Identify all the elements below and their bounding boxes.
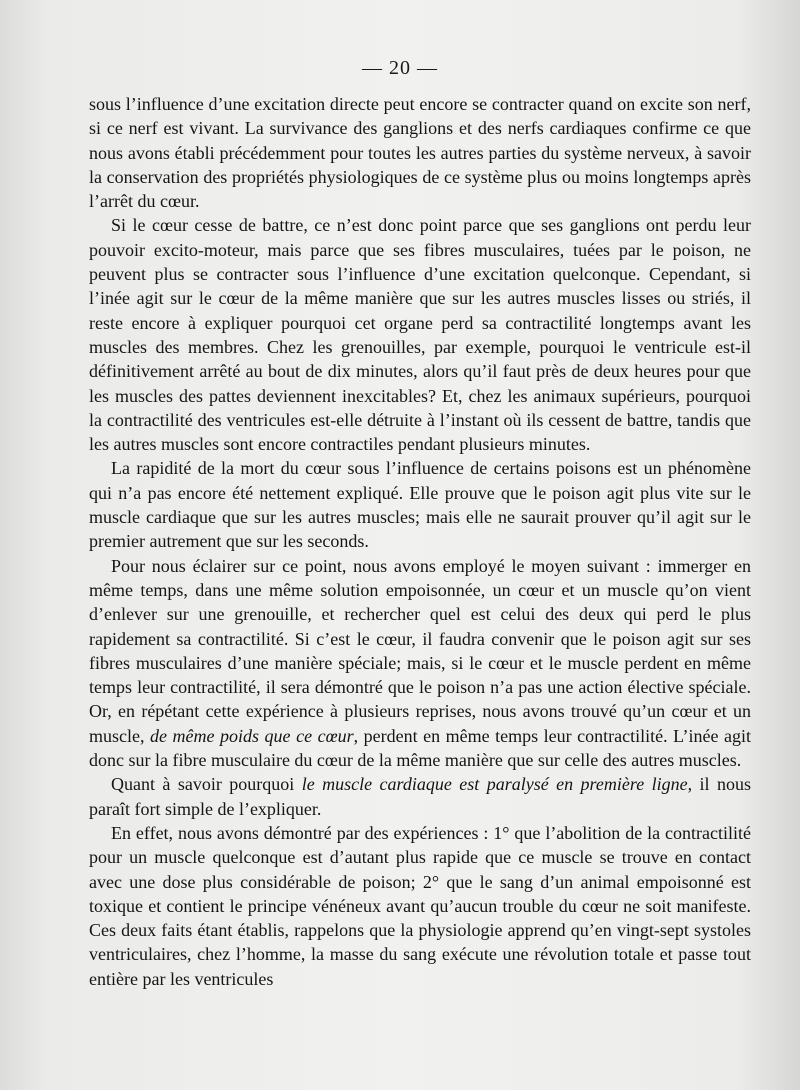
paragraph-2-text: Si le cœur cesse de battre, ce n’est donc point parce que ses ganglions ont perdu leur pouvoir excito-moteur, mais parce que ses fibres musculaires, tuées par le poison, ne peuvent plus se contracter sous l’influence d’une excitation quelconque. Cependant, si l’inée agit sur le cœur de la même manière que sur les autres muscles lisses ou striés, il reste encore à expliquer pourquoi cet organe perd sa contractilité longtemps avant les muscles des membres. Chez les grenouilles, par exemple, pourquoi le ventricule est-il définitivement arrêté au bout de dix minutes, alors qu’il faut près de deux heures pour que les muscles des pattes deviennent inexcitables? Et, chez les animaux supérieurs, pourquoi la contractilité des ventricules est-elle détruite à l’instant où ils cessent de battre, tandis que les autres muscles sont encore contractiles pendant plusieurs minutes. (89, 215, 751, 455)
paragraph-4 (89, 554, 751, 773)
paragraph-4-text-a: Pour nous éclairer sur ce point, nous avons employé le moyen suivant : immerger en même temps, dans une même solution empoisonnée, un cœur et un muscle qu’on vient d’enlever sur une grenouille, et rechercher quel est celui des deux qui perd le plus rapidement sa contractilité. Si c’est le cœur, il faudra convenir que le poison agit sur ses fibres musculaires d’une manière spéciale; mais, si le cœur et le muscle perdent en même temps leur contractilité, il sera démontré que le poison n’a pas une action élective spéciale. Or, en répétant cette expérience à plusieurs reprises, nous avons trouvé qu’un cœur et un muscle, (89, 555, 751, 746)
paragraph-4-text-b: , perdent en même temps leur contractilité. L’inée agit donc sur la fibre musculaire du cœur de la même manière que sur celle des autres muscles. (89, 725, 751, 771)
paragraph-1-text: sous l’influence d’une excitation directe peut encore se contracter quand on excite son nerf, si ce nerf est vivant. La survivance des ganglions et des nerfs cardiaques confirme ce que nous avons établi précédemment pour toutes les autres parties du système nerveux, à savoir la conservation des propriétés physiologiques de ce système plus ou moins longtemps après l’arrêt du cœur. (89, 94, 751, 212)
paragraph-3 (89, 456, 751, 553)
paragraph-5 (89, 772, 751, 821)
text-body (89, 92, 751, 991)
paragraph-3-text: La rapidité de la mort du cœur sous l’influence de certains poisons est un phénomène qui n’a pas encore été nettement expliqué. Elle prouve que le poison agit plus vite sur le muscle cardiaque que sur les autres muscles; mais elle ne saurait prouver qu’il agit sur le premier autrement que sur les seconds. (89, 458, 751, 552)
paragraph-5-italic: le muscle cardiaque est paralysé en première ligne (301, 774, 688, 795)
paragraph-2 (89, 213, 751, 456)
paragraph-6 (89, 821, 751, 991)
paragraph-1 (89, 92, 751, 213)
paragraph-4-italic: de même poids que ce cœur (150, 725, 354, 746)
paragraph-5-text-b: , il nous paraît fort simple de l’expliquer. (89, 774, 751, 819)
paragraph-5-text-a: Quant à savoir pourquoi (111, 774, 302, 795)
page-number: — 20 — (362, 57, 438, 79)
paragraph-6-text: En effet, nous avons démontré par des expériences : 1° que l’abolition de la contractilité pour un muscle quelconque est d’autant plus rapide que ce muscle se trouve en contact avec une dose plus considérable de poison; 2° que le sang d’un animal empoisonné est toxique et contient le principe vénéneux avant qu’aucun trouble du cœur ne soit manifeste. Ces deux faits étant établis, rappelons que la physiologie apprend qu’en vingt-sept systoles ventriculaires, chez l’homme, la masse du sang exécute une révolution totale et passe tout entière par les ventricules (89, 822, 751, 989)
